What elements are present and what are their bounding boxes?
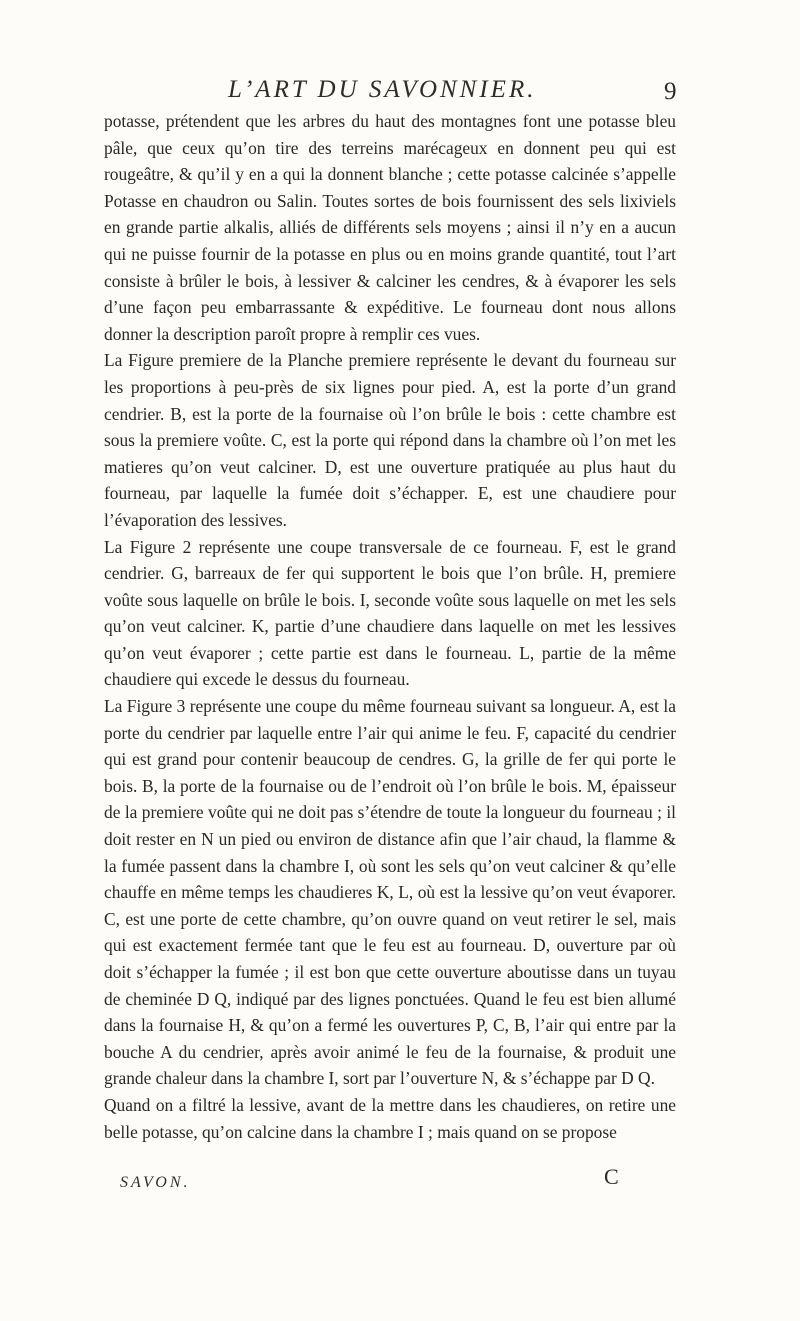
signature-mark: C <box>604 1164 619 1189</box>
paragraph-figure-3: La Figure 3 représente une coupe du même fourneau suivant sa longueur. A, est la porte du cendrier par laquelle entre l’air qui anime le feu. F, capacité du cendrier qui est grand pour contenir beaucoup de cendres. G, la grille de fer qui porte le bois. B, la porte de la fournaise ou de l’endroit où l’on brûle le bois. M, épaisseur de la premiere voûte qui ne doit pas s’étendre de toute la longueur du fourneau ; il doit rester en N un pied ou environ de distance afin que l’air chaud, la flamme & la fumée passent dans la chambre I, où sont les sels qu’on veut calciner & qu’elle chauffe en même temps les chaudieres K, L, où est la lessive qu’on veut évaporer. C, est une porte de cette chambre, qu’on ouvre quand on veut retirer le sel, mais qui est exactement fermée tant que le feu est au fourneau. D, ouverture par où doit s’échapper la fumée ; il est bon que cette ouverture aboutisse dans un tuyau de cheminée D Q, indiqué par des lignes ponctuées. Quand le feu est bien allumé dans la fournaise H, & qu’on a fermé les ouvertures P, C, B, l’air qui entre par la bouche A du cendrier, après avoir animé le feu de la fournaise, & produit une grande chaleur dans la chambre I, sort par l’ouverture N, & s’échappe par D Q. <box>104 696 676 1089</box>
running-title: L’ART DU SAVONNIER. <box>228 76 537 103</box>
paragraph-figure-2: La Figure 2 représente une coupe transversale de ce fourneau. F, est le grand cendrier. G, barreaux de fer qui supportent le bois que l’on brûle. H, premiere voûte sous laquelle on brûle le bois. I, seconde voûte sous laquelle on met les sels qu’on veut calciner. K, partie d’une chaudiere dans laquelle on met les lessives qu’on veut évaporer ; cette partie est dans le fourneau. L, partie de la même chaudiere qui excede le dessus du fourneau. <box>104 536 676 690</box>
body-text <box>104 108 676 1145</box>
running-head <box>0 76 800 106</box>
paragraph-continuation: potasse, prétendent que les arbres du haut des montagnes font une potasse bleu pâle, que ceux qu’on tire des terreins marécageux en donnent peu qui est rougeâtre, & qu’il y en a qui la donnent blanche ; cette potasse calcinée s’appelle Potasse en chaudron ou Salin. Toutes sortes de bois fournissent des sels lixiviels en grande partie alkalis, alliés de différents sels moyens ; ainsi il n’y en a aucun qui ne puisse fournir de la potasse en plus ou en moins grande quantité, tout l’art consiste à brûler le bois, à lessiver & calciner les cendres, & à évaporer les sels d’une façon peu embarrassante & expéditive. Le fourneau dont nous allons donner la description paroît propre à remplir ces vues. <box>104 111 676 344</box>
page-number: 9 <box>664 78 677 105</box>
printer-signature: SAVON. <box>120 1174 191 1191</box>
paragraph-figure-1: La Figure premiere de la Planche premiere représente le devant du fourneau sur les proportions à peu-près de six lignes pour pied. A, est la porte d’un grand cendrier. B, est la porte de la fournaise où l’on brûle le bois : cette chambre est sous la premiere voûte. C, est la porte qui répond dans la chambre où l’on met les matieres qu’on veut calciner. D, est une ouverture pratiquée au plus haut du fourneau, par laquelle la fumée doit s’échapper. E, est une chaudiere pour l’évaporation des lessives. <box>104 350 676 530</box>
page-footer <box>0 1164 800 1194</box>
paragraph-lessive: Quand on a filtré la lessive, avant de la mettre dans les chaudieres, on retire une belle potasse, qu’on calcine dans la chambre I ; mais quand on se propose <box>104 1094 676 1142</box>
